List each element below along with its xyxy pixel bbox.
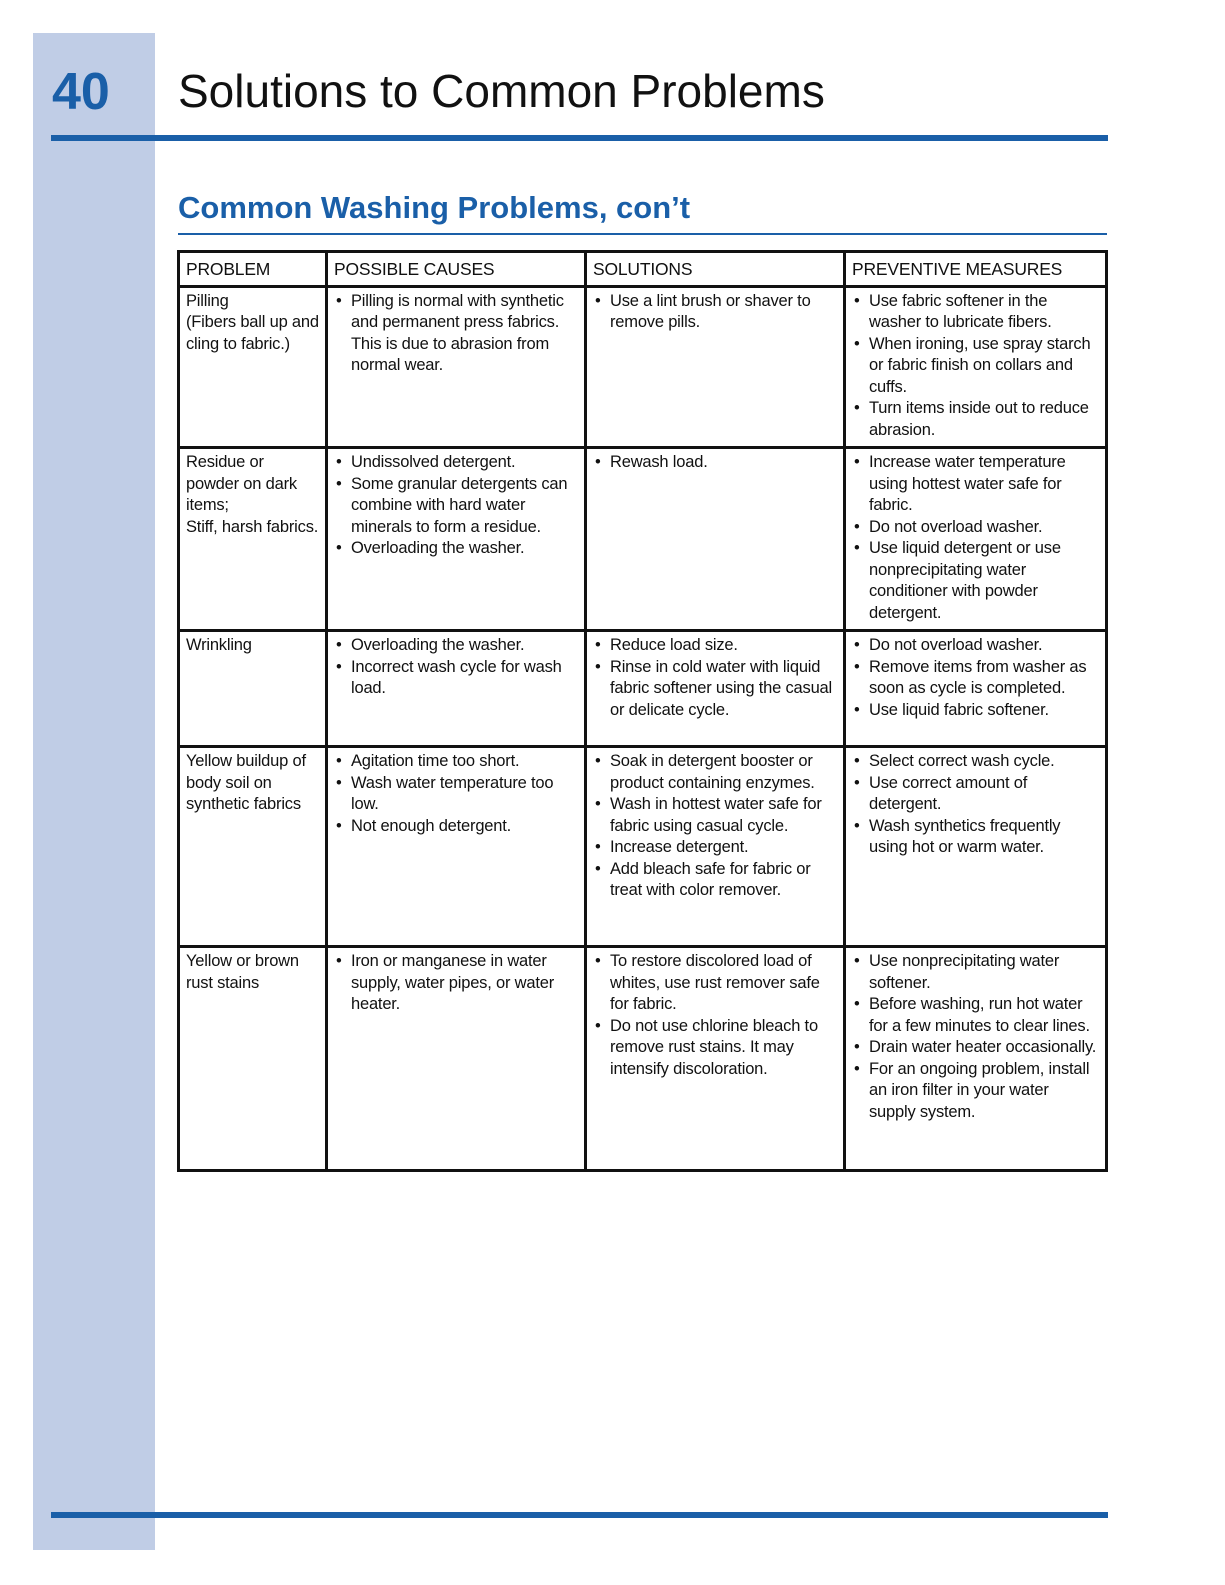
cause-item: • Not enough detergent. <box>334 816 578 838</box>
preventive-item: • When ironing, use spray starch or fabric finish on collars and cuffs. <box>852 334 1099 399</box>
table-header-row <box>179 252 1107 287</box>
cause-item: • Wash water temperature too low. <box>334 773 578 816</box>
preventive-item: • Drain water heater occasionally. <box>852 1037 1099 1059</box>
table-row <box>179 286 1107 448</box>
solutions-list <box>593 452 837 474</box>
table-row <box>179 448 1107 631</box>
problem-cell <box>179 747 327 947</box>
cause-item: • Some granular detergents can combine with hard water minerals to form a residue. <box>334 474 578 539</box>
preventive-item: • Select correct wash cycle. <box>852 751 1099 773</box>
problem-cell <box>179 947 327 1171</box>
preventive-item: • Remove items from washer as soon as cycle is completed. <box>852 657 1099 700</box>
cause-item: • Pilling is normal with synthetic and permanent press fabrics. This is due to abrasion from normal wear. <box>334 291 578 377</box>
solution-item: • Wash in hottest water safe for fabric using casual cycle. <box>593 794 837 837</box>
preventive-item: • Use fabric softener in the washer to lubricate fibers. <box>852 291 1099 334</box>
preventive-item: • Wash synthetics frequently using hot or warm water. <box>852 816 1099 859</box>
problem-cell <box>179 631 327 747</box>
causes-list <box>334 452 578 560</box>
cause-item: • Iron or manganese in water supply, water pipes, or water heater. <box>334 951 578 1016</box>
preventive-list <box>852 635 1099 721</box>
solutions-cell <box>586 947 845 1171</box>
preventive-item: • Use liquid fabric softener. <box>852 700 1099 722</box>
preventive-list <box>852 291 1099 442</box>
causes-cell <box>327 947 586 1171</box>
solutions-cell <box>586 631 845 747</box>
preventive-item: • Do not overload washer. <box>852 635 1099 657</box>
header-problem: PROBLEM <box>179 252 327 287</box>
solutions-cell <box>586 448 845 631</box>
preventive-item: • Increase water temperature using hottest water safe for fabric. <box>852 452 1099 517</box>
table-row <box>179 631 1107 747</box>
header-preventive-measures: PREVENTIVE MEASURES <box>845 252 1107 287</box>
preventive-list <box>852 751 1099 859</box>
preventive-cell <box>845 947 1107 1171</box>
problem-text: Yellow buildup of body soil on synthetic fabrics <box>186 752 306 813</box>
problem-cell <box>179 448 327 631</box>
solutions-cell <box>586 747 845 947</box>
preventive-item: • Turn items inside out to reduce abrasion. <box>852 398 1099 441</box>
solution-item: • Soak in detergent booster or product containing enzymes. <box>593 751 837 794</box>
page-title: Solutions to Common Problems <box>178 65 825 117</box>
table-row <box>179 947 1107 1171</box>
problem-text: Pilling (Fibers ball up and cling to fabric.) <box>186 291 319 353</box>
header-rule <box>51 135 1108 141</box>
table-row <box>179 747 1107 947</box>
solution-item: • Increase detergent. <box>593 837 837 859</box>
causes-cell <box>327 448 586 631</box>
preventive-item: • Do not overload washer. <box>852 517 1099 539</box>
solution-item: • Use a lint brush or shaver to remove pills. <box>593 291 837 334</box>
footer-rule <box>51 1512 1108 1518</box>
preventive-item: • Before washing, run hot water for a few minutes to clear lines. <box>852 994 1099 1037</box>
preventive-item: • Use nonprecipitating water softener. <box>852 951 1099 994</box>
causes-list <box>334 291 578 377</box>
preventive-list <box>852 951 1099 1123</box>
solution-item: • Add bleach safe for fabric or treat with color remover. <box>593 859 837 902</box>
problem-cell <box>179 286 327 448</box>
causes-cell <box>327 747 586 947</box>
header-possible-causes: POSSIBLE CAUSES <box>327 252 586 287</box>
preventive-cell <box>845 631 1107 747</box>
cause-item: • Undissolved detergent. <box>334 452 578 474</box>
preventive-item: • For an ongoing problem, install an iron filter in your water supply system. <box>852 1059 1099 1124</box>
solutions-cell <box>586 286 845 448</box>
problem-text: Yellow or brown rust stains <box>186 952 299 992</box>
preventive-cell <box>845 286 1107 448</box>
solution-item: • Do not use chlorine bleach to remove rust stains. It may intensify discoloration. <box>593 1016 837 1081</box>
section-title-rule <box>178 233 1107 235</box>
page-number: 40 <box>52 63 110 121</box>
cause-item: • Overloading the washer. <box>334 538 578 560</box>
solution-item: • Rinse in cold water with liquid fabric softener using the casual or delicate cycle. <box>593 657 837 722</box>
cause-item: • Agitation time too short. <box>334 751 578 773</box>
solutions-list <box>593 951 837 1080</box>
side-color-strip <box>33 33 155 1550</box>
problems-table <box>177 250 1108 1172</box>
preventive-cell <box>845 448 1107 631</box>
solution-item: • Rewash load. <box>593 452 837 474</box>
causes-cell <box>327 286 586 448</box>
table-body <box>179 286 1107 1171</box>
preventive-cell <box>845 747 1107 947</box>
preventive-item: • Use correct amount of detergent. <box>852 773 1099 816</box>
section-title: Common Washing Problems, con’t <box>178 190 691 225</box>
solutions-list <box>593 751 837 902</box>
header-solutions: SOLUTIONS <box>586 252 845 287</box>
cause-item: • Incorrect wash cycle for wash load. <box>334 657 578 700</box>
solution-item: • To restore discolored load of whites, use rust remover safe for fabric. <box>593 951 837 1016</box>
causes-cell <box>327 631 586 747</box>
causes-list <box>334 951 578 1016</box>
solutions-list <box>593 291 837 334</box>
cause-item: • Overloading the washer. <box>334 635 578 657</box>
preventive-list <box>852 452 1099 624</box>
causes-list <box>334 635 578 700</box>
preventive-item: • Use liquid detergent or use nonprecipitating water conditioner with powder detergent. <box>852 538 1099 624</box>
solutions-list <box>593 635 837 721</box>
problem-text: Residue or powder on dark items; Stiff, harsh fabrics. <box>186 453 319 536</box>
problem-text: Wrinkling <box>186 636 252 654</box>
solution-item: • Reduce load size. <box>593 635 837 657</box>
causes-list <box>334 751 578 837</box>
